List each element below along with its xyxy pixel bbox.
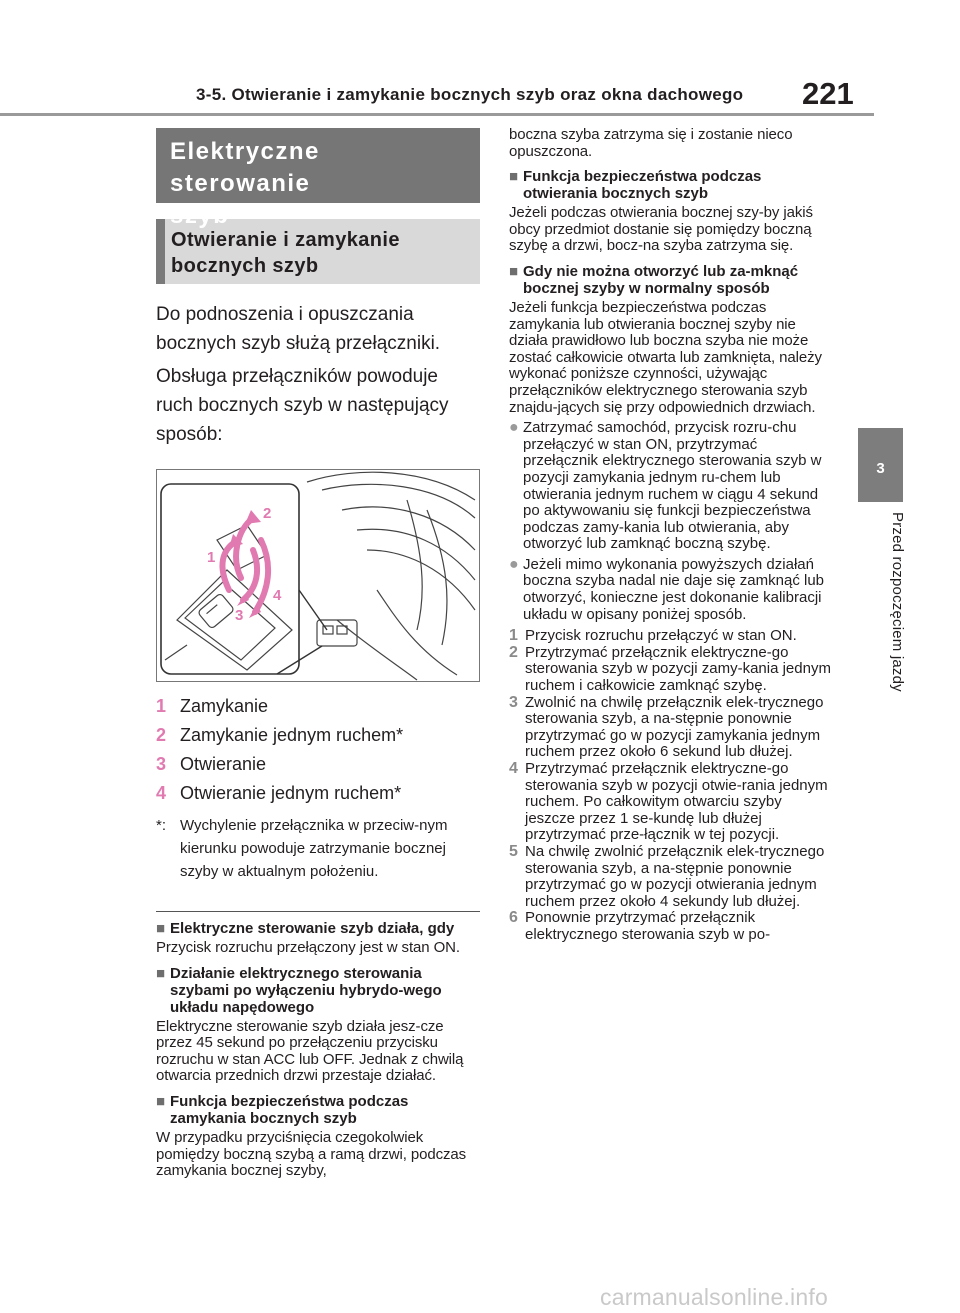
- round-bullet-icon: ●: [509, 555, 519, 573]
- section-banner: [156, 128, 480, 229]
- subsection-text: Jeżeli podczas otwierania bocznej szy-by jakiś obcy przedmiot dostanie się pomiędzy boczną szybę a drzwi, bocz-na szyba zatrzyma się.: [509, 204, 813, 255]
- legend-item: [156, 779, 480, 808]
- legend-number: 2: [156, 725, 167, 745]
- legend-text: Zamykanie: [180, 696, 269, 716]
- step-item: [509, 910, 835, 943]
- callout-3: 3: [235, 607, 244, 624]
- step-item: [509, 628, 835, 645]
- subsection-banner: [156, 219, 480, 284]
- step-number: 1: [509, 627, 518, 645]
- header-rule: [0, 113, 874, 116]
- subsection-heading: ■ Działanie elektrycznego sterowania szybami po wyłączeniu hybrydo-wego układu napędowego: [156, 964, 442, 1016]
- footnote-mark: *:: [156, 817, 167, 834]
- step-number: 5: [509, 842, 518, 860]
- watermark: carmanualsonline.info: [600, 1284, 828, 1310]
- step-number: 3: [509, 693, 518, 711]
- callout-1: 1: [207, 549, 216, 566]
- subsection-heading: ■ Funkcja bezpieczeństwa podczas otwierania bocznych szyb: [509, 168, 762, 203]
- legend-item: [156, 721, 480, 750]
- step-text: Przytrzymać przełącznik elektryczne-go sterowania szyb w pozycji zamy-kania jednym ruchem i całkowicie zamknąć szybę.: [525, 643, 831, 695]
- subsection-text: Jeżeli funkcja bezpieczeństwa podczas zamykania lub otwierania bocznej szyby nie działa prawidłowo lub boczna szyba nie może zostać całkowicie otwarta lub zamknięta, należy wykonać poniższe czynności, używając przełączników elektrycznego sterowania szyb znajdu-jących się przy odpowiednich drzwiach.: [509, 298, 822, 416]
- subsection-heading: ■ Funkcja bezpieczeństwa podczas zamykania bocznych szyb: [156, 1092, 409, 1127]
- step-text: Na chwilę zwolnić przełącznik elek-trycznego sterowania szyb, a na-stępnie ponownie przytrzymać go w pozycji otwierania jednym ruchem przez około 4 sekundy lub dłużej.: [525, 842, 825, 910]
- step-text: Ponownie przytrzymać przełącznik elektrycznego sterowania szyb w po-: [525, 909, 771, 943]
- continued-text: boczna szyba zatrzyma się i zostanie nieco opuszczona.: [509, 126, 793, 160]
- step-item: [509, 645, 835, 695]
- subsection-text: Elektryczne sterowanie szyb działa jesz-cze przez 45 sekund po przełączeniu przycisku rozruchu w stan ACC lub OFF. Jednak z chwilą otwarcia przednich drzwi przestaje działać.: [156, 1017, 464, 1085]
- section-separator: [156, 911, 480, 912]
- left-column: [156, 128, 480, 1180]
- footnote: [156, 814, 480, 883]
- legend-item: [156, 750, 480, 779]
- callout-4: 4: [273, 587, 282, 604]
- window-switch-illustration: [156, 469, 480, 682]
- legend-number: 1: [156, 696, 167, 716]
- step-number: 6: [509, 909, 518, 927]
- step-number: 4: [509, 760, 518, 777]
- subsection-banner-line1: Otwieranie i zamykanie: [171, 229, 400, 251]
- square-bullet-icon: ■: [156, 964, 166, 982]
- legend-number: 3: [156, 754, 167, 774]
- bullet-item: ● Zatrzymać samochód, przycisk rozru-chu przełączyć w stan ON, przytrzymać przełącznik elektrycznego sterowania szyb w pozycji zamykania jednym ru-chem lub otwierania jednym ruchem w ciągu 4 sekund po aktywowaniu się funkcji bezpieczeństwa podczas zamy-kania lub otwierania, aby otworzyć lub zamknąć boczną szybę.: [509, 419, 822, 553]
- square-bullet-icon: ■: [509, 262, 519, 280]
- square-bullet-icon: ■: [156, 920, 166, 937]
- footnote-text: Wychylenie przełącznika w przeciw-nym kierunku powoduje zatrzymanie bocznej szyby w aktualnym położeniu.: [180, 817, 448, 880]
- illustration-svg: [157, 470, 479, 681]
- square-bullet-icon: ■: [156, 1092, 166, 1110]
- subsection-heading: ■ Elektryczne sterowanie szyb działa, gdy: [156, 920, 455, 937]
- section-banner-line2: szyb: [170, 202, 230, 229]
- step-number: 2: [509, 643, 518, 661]
- step-item: [509, 695, 835, 761]
- step-item: [509, 844, 835, 910]
- legend-text: Otwieranie: [180, 754, 267, 774]
- legend-number: 4: [156, 783, 167, 803]
- bullet-item: ● Jeżeli mimo wykonania powyższych działań boczna szyba nadal nie daje się zamknąć lub otworzyć, konieczne jest dokonanie kalibracji układu w opisany poniżej sposób.: [509, 555, 825, 623]
- subsection-text: W przypadku przyciśnięcia czegokolwiek pomiędzy boczną szybą a ramą drzwi, podczas zamykania bocznej szyby,: [156, 1128, 467, 1180]
- page-number: 221: [802, 76, 854, 111]
- subsection-banner-line2: bocznych szyb: [171, 255, 319, 277]
- intro-paragraph-1: Do podnoszenia i opuszczania bocznych szyb służą przełączniki.: [156, 304, 441, 354]
- callout-2: 2: [263, 505, 272, 522]
- round-bullet-icon: ●: [509, 419, 519, 437]
- step-text: Przytrzymać przełącznik elektryczne-go sterowania szyb w pozycji otwie-rania jednym ruchem. Po całkowitym otwarciu szyby jeszcze przez 1 se-kundę lub dłużej przytrzymać prze-łącznik w tej pozycji.: [525, 760, 828, 844]
- subsection-text: Przycisk rozruchu przełączony jest w stan ON.: [156, 939, 460, 956]
- figure-legend: [156, 692, 480, 883]
- section-banner-line1: Elektryczne sterowanie: [170, 138, 320, 197]
- step-item: [509, 761, 835, 844]
- legend-text: Otwieranie jednym ruchem*: [180, 783, 402, 803]
- chapter-title-vertical: Przed rozpoczęciem jazdy: [889, 512, 906, 692]
- subsection-heading: ■ Gdy nie można otworzyć lub za-mknąć bocznej szyby w normalny sposób: [509, 262, 799, 297]
- legend-text: Zamykanie jednym ruchem*: [180, 725, 404, 745]
- running-header-title: 3-5. Otwieranie i zamykanie bocznych szyb oraz okna dachowego: [196, 85, 744, 104]
- square-bullet-icon: ■: [509, 168, 519, 186]
- chapter-tab[interactable]: 3: [858, 428, 903, 502]
- intro-paragraph-2: Obsługa przełączników powoduje ruch bocznych szyb w następujący sposób:: [156, 366, 449, 445]
- legend-item: [156, 692, 480, 721]
- step-text: Zwolnić na chwilę przełącznik elek-trycznego sterowania szyb, a na-stępnie ponownie przytrzymać go w pozycji zamykania jednym ruchem przez około 6 sekund lub dłużej.: [525, 693, 824, 761]
- right-column: [509, 127, 835, 944]
- step-text: Przycisk rozruchu przełączyć w stan ON.: [525, 627, 797, 645]
